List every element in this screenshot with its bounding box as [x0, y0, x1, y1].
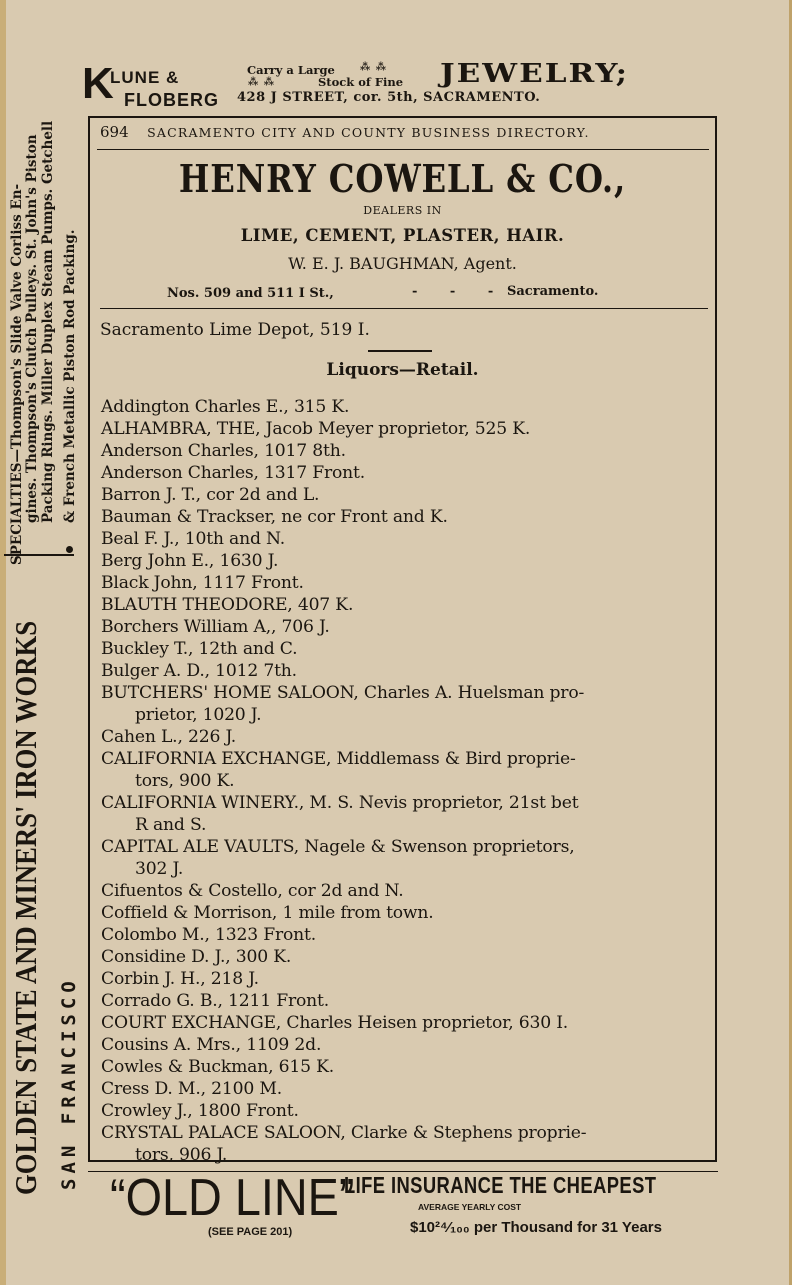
- directory-entry: Considine D. J., 300 K.: [101, 947, 292, 967]
- directory-entry: COURT EXCHANGE, Charles Heisen proprietor, 630 I.: [101, 1013, 569, 1033]
- cowell-advert-city: Sacramento.: [507, 284, 599, 299]
- top-advert-k-initial: K: [82, 59, 114, 108]
- top-advert-stars-icon: ⁂ ⁂: [360, 62, 387, 73]
- directory-entry-continuation: tors, 906 J.: [135, 1145, 228, 1165]
- bottom-advert-headline: “OLD LINE”: [110, 1169, 355, 1227]
- directory-entry: Borchers William A,, 706 J.: [101, 617, 330, 637]
- cowell-advert-goods: LIME, CEMENT, PLASTER, HAIR.: [240, 226, 565, 245]
- running-head: [100, 123, 590, 141]
- top-advert-carry-1: Carry a Large: [247, 63, 335, 77]
- directory-entries: [101, 396, 711, 1166]
- side-advert-city: SAN FRANCISCO: [58, 976, 80, 1190]
- side-advert-brace: [4, 542, 74, 556]
- directory-entry: Cress D. M., 2100 M.: [101, 1079, 282, 1099]
- directory-entry: Barron J. T., cor 2d and L.: [101, 485, 320, 505]
- cowell-advert-agent: W. E. J. BAUGHMAN, Agent.: [288, 254, 517, 273]
- directory-entry: Buckley T., 12th and C.: [101, 639, 298, 659]
- top-advert-carry-2: Stock of Fine: [318, 75, 404, 89]
- lime-depot-entry: Sacramento Lime Depot, 519 I.: [100, 320, 370, 340]
- directory-entry-continuation: 302 J.: [135, 859, 184, 879]
- directory-entry: BLAUTH THEODORE, 407 K.: [101, 595, 354, 615]
- bottom-advert-tagline: LIFE INSURANCE THE CHEAPEST: [344, 1172, 657, 1198]
- directory-entry: Cahen L., 226 J.: [101, 727, 237, 747]
- directory-entry: CRYSTAL PALACE SALOON, Clarke & Stephens proprie-: [101, 1123, 587, 1143]
- directory-entry: Crowley J., 1800 Front.: [101, 1101, 299, 1121]
- directory-entry: Anderson Charles, 1317 Front.: [101, 463, 366, 483]
- directory-entry: Bauman & Trackser, ne cor Front and K.: [101, 507, 448, 527]
- side-advert-line-3: Packing Rings. Miller Duplex Steam Pumps. Getchell: [40, 120, 56, 523]
- directory-entry: Corrado G. B., 1211 Front.: [101, 991, 329, 1011]
- running-head-title: SACRAMENTO CITY AND COUNTY BUSINESS DIRECTORY.: [147, 125, 590, 140]
- top-advert: [82, 58, 712, 114]
- cowell-advert-rule: [100, 308, 708, 309]
- side-advert-line-4: & French Metallic Piston Rod Packing.: [62, 229, 78, 523]
- side-advert-line-2: gines. Thompson's Clutch Pulleys. St. John's Piston: [24, 134, 40, 523]
- directory-entry: Addington Charles E., 315 K.: [101, 397, 350, 417]
- directory-entry: Coffield & Morrison, 1 mile from town.: [101, 903, 434, 923]
- running-head-rule: [97, 149, 709, 150]
- side-advert-line-1: SPECIALTIES—Thompson's Slide Valve Corliss En-: [9, 183, 25, 565]
- bottom-advert-cost: $10²⁴⁄₁₀₀ per Thousand for 31 Years: [410, 1219, 662, 1236]
- directory-entry-continuation: prietor, 1020 J.: [135, 705, 262, 725]
- page-number: 694: [100, 123, 129, 141]
- cowell-advert-address: Nos. 509 and 511 I St.,: [167, 286, 334, 301]
- bottom-advert-average: AVERAGE YEARLY COST: [418, 1202, 522, 1212]
- cowell-advert-dots: - - -: [412, 284, 508, 299]
- side-advert-brace-dot: [66, 546, 73, 553]
- section-divider: [368, 350, 432, 352]
- directory-entry: CALIFORNIA EXCHANGE, Middlemass & Bird proprie-: [101, 749, 576, 769]
- directory-entry: Colombo M., 1323 Front.: [101, 925, 316, 945]
- section-title: Liquors—Retail.: [326, 360, 479, 380]
- side-advert: [0, 0, 86, 1285]
- directory-entry: Black John, 1117 Front.: [101, 573, 304, 593]
- top-advert-jewelry: JEWELRY;: [440, 58, 630, 89]
- directory-entry: Bulger A. D., 1012 7th.: [101, 661, 297, 681]
- directory-entry: CALIFORNIA WINERY., M. S. Nevis proprietor, 21st bet: [101, 793, 579, 813]
- directory-entry: Beal F. J., 10th and N.: [101, 529, 286, 549]
- cowell-advert-dealers: DEALERS IN: [363, 204, 442, 217]
- bottom-advert-see-page: (SEE PAGE 201): [208, 1226, 293, 1238]
- directory-entry: Corbin J. H., 218 J.: [101, 969, 259, 989]
- top-advert-stars-icon-2: ⁂ ⁂: [248, 77, 275, 88]
- directory-entry-continuation: tors, 900 K.: [135, 771, 235, 791]
- top-advert-name-1: LUNE &: [110, 68, 180, 87]
- directory-entry: Cowles & Buckman, 615 K.: [101, 1057, 334, 1077]
- top-advert-address: 428 J STREET, cor. 5th, SACRAMENTO.: [237, 90, 541, 105]
- directory-entry: Cousins A. Mrs., 1109 2d.: [101, 1035, 322, 1055]
- directory-entry: CAPITAL ALE VAULTS, Nagele & Swenson proprietors,: [101, 837, 575, 857]
- directory-entry: BUTCHERS' HOME SALOON, Charles A. Huelsman pro-: [101, 683, 585, 703]
- cowell-advert-name: HENRY COWELL & CO.,: [178, 156, 627, 201]
- directory-entry: ALHAMBRA, THE, Jacob Meyer proprietor, 525 K.: [101, 419, 531, 439]
- directory-entry: Berg John E., 1630 J.: [101, 551, 279, 571]
- top-advert-name-2: FLOBERG: [124, 90, 219, 110]
- directory-entry: Anderson Charles, 1017 8th.: [101, 441, 346, 461]
- directory-entry-continuation: R and S.: [135, 815, 207, 835]
- side-advert-company: GOLDEN STATE AND MINERS' IRON WORKS: [8, 620, 43, 1195]
- directory-entry: Cifuentos & Costello, cor 2d and N.: [101, 881, 404, 901]
